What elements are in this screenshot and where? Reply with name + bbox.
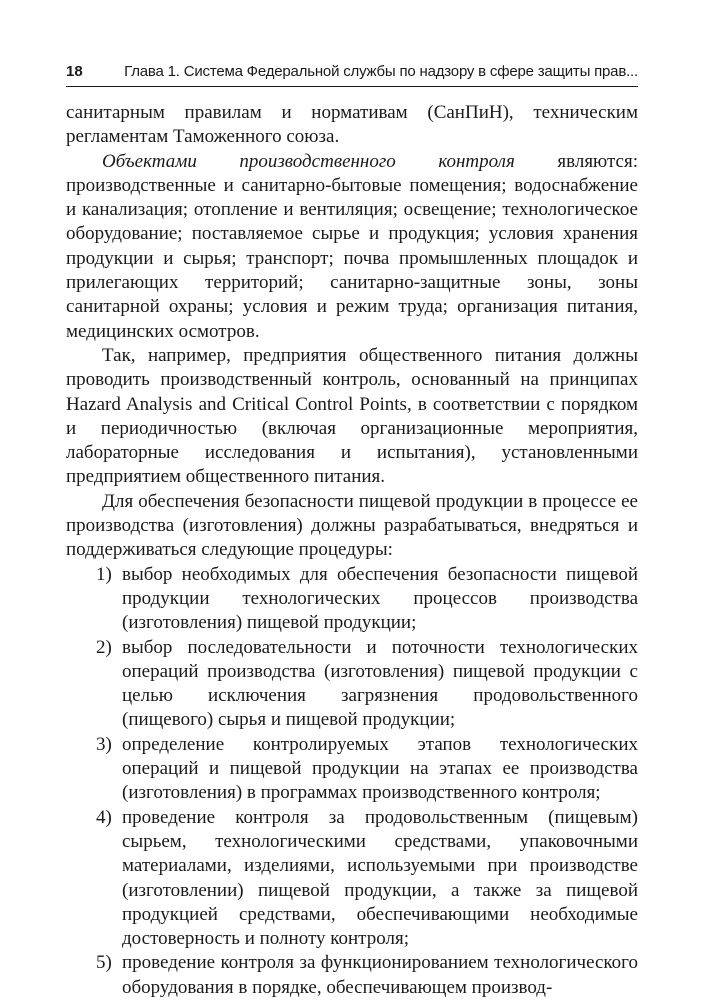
list-item — [66, 806, 638, 952]
list-item-text: выбор необходимых для обеспечения безопасности пищевой продукции технологических процессов производства (изготовления) пищевой продукции; — [122, 563, 638, 634]
list-item — [66, 563, 638, 636]
paragraph-control-objects — [66, 150, 638, 344]
list-item-text: проведение контроля за продовольственным (пищевым) сырьем, технологическими средствами, упаковочными материалами, изделиями, используемыми при производстве (изготовлении) пищевой продукции, а также за пищевой продукцией средствами, обеспечивающими необходимые достоверность и полноту контроля; — [122, 806, 638, 950]
list-item-text: проведение контроля за функционированием технологического оборудования в порядке, обеспечивающем производ- — [122, 952, 638, 998]
procedures-list — [66, 563, 638, 1000]
list-item — [66, 636, 638, 733]
list-item — [66, 951, 638, 1000]
paragraph-catering-example: Так, например, предприятия общественного питания должны проводить производственный контроль, основанный на принципах Hazard Analysis and Critical Control Points, в соответствии с порядком и периодичностью (включая организационные мероприятия, лабораторные исследования и испытания), установленными предприятием общественного питания. — [66, 344, 638, 488]
italic-term: Объектами производственного контроля — [102, 150, 515, 172]
paragraph-continuation: санитарным правилам и нормативам (СанПиН), техническим регламентам Таможенного союза. — [66, 102, 638, 148]
paragraph-text: являются: производственные и санитарно-бытовые помещения; водоснабжение и канализация; отопление и вентиляция; освещение; технологическое оборудование; поставляемое сырье и продукция; условия хранения продукции и сырья; транспорт; почва промышленных площадок и прилегающих территорий; санитарно-защитные зоны, зоны санитарной охраны; условия и режим труда; организация питания, медицинских осмотров. — [66, 150, 638, 342]
list-item-number: 5) — [96, 952, 112, 974]
page-body — [66, 101, 638, 1000]
list-item-text: выбор последовательности и поточности технологических операций производства (изготовления) пищевой продукции с целью исключения загрязнения продовольственного (пищевого) сырья и пищевой продукции; — [122, 636, 638, 731]
list-item-number: 4) — [96, 806, 112, 828]
running-header — [66, 60, 638, 87]
list-item — [66, 733, 638, 806]
page-number: 18 — [66, 63, 83, 80]
running-title: Глава 1. Система Федеральной службы по надзору в сфере защиты прав... — [124, 63, 638, 80]
list-item-number: 2) — [96, 636, 112, 658]
list-item-number: 1) — [96, 563, 112, 585]
list-item-text: определение контролируемых этапов технологических операций и пищевой продукции на этапах ее производства (изготовления) в программах производственного контроля; — [122, 733, 638, 804]
list-item-number: 3) — [96, 733, 112, 755]
paragraph-procedures-intro: Для обеспечения безопасности пищевой продукции в процессе ее производства (изготовления) должны разрабатываться, внедряться и поддерживаться следующие процедуры: — [66, 490, 638, 561]
